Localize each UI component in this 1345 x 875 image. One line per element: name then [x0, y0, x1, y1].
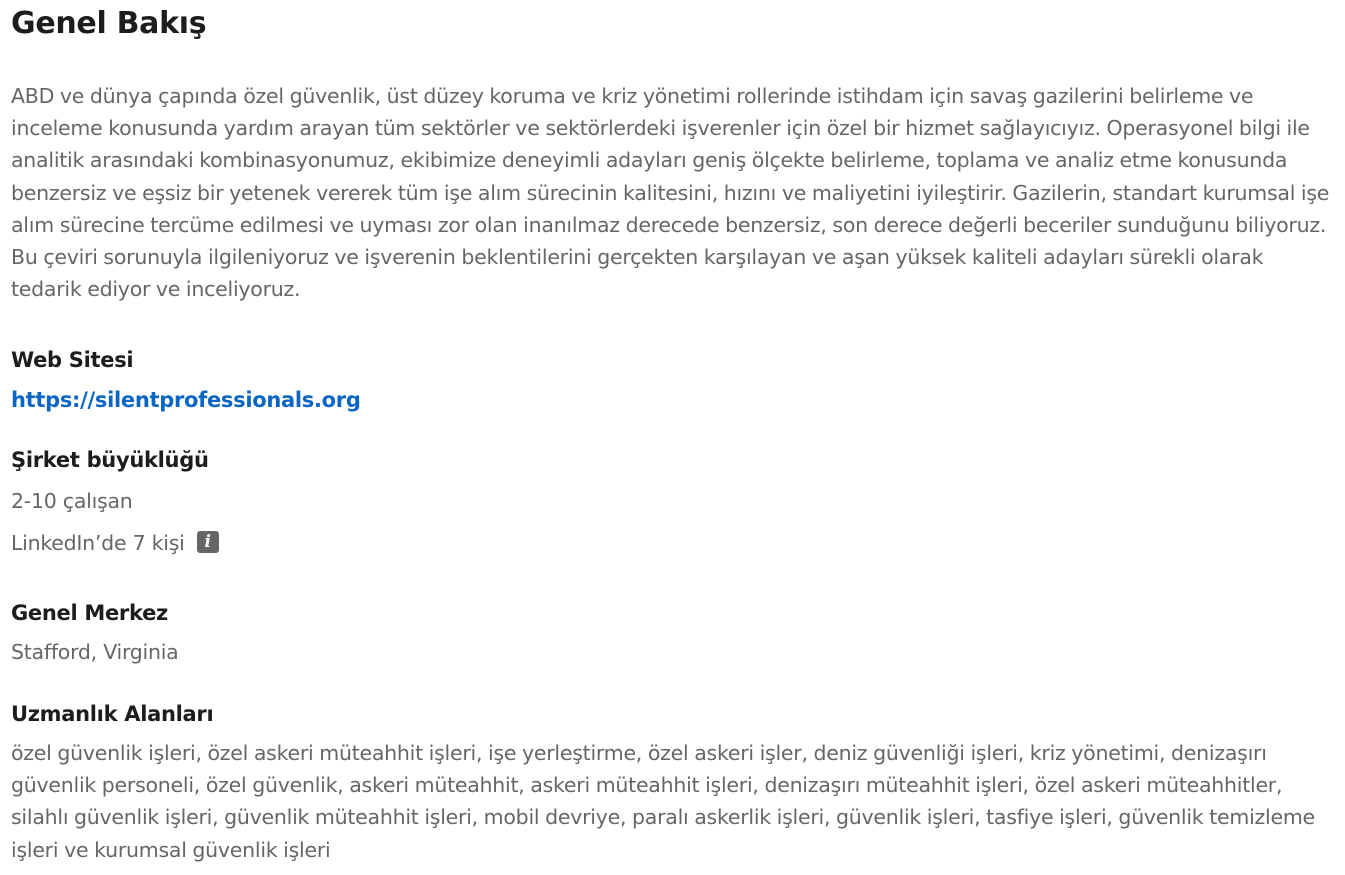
headquarters-label: Genel Merkez	[11, 601, 168, 625]
website-link[interactable]: https://silentprofessionals.org	[11, 388, 361, 412]
company-size-label: Şirket büyüklüğü	[11, 448, 209, 472]
headquarters-value: Stafford, Virginia	[11, 640, 179, 664]
specialties-text: özel güvenlik işleri, özel askeri müteahhit işleri, işe yerleştirme, özel askeri işler, deniz güvenliği işleri, kriz yönetimi, denizaşırı güvenlik personeli, özel güvenlik, askeri müteahhit, askeri müteahhit işleri, denizaşırı müteahhit işleri, özel askeri müteahhitler, silahlı güvenlik işleri, güvenlik müteahhit işleri, mobil devriye, paralı askerlik işleri, güvenlik işleri, tasfiye işleri, güvenlik temizleme işleri ve kurumsal güvenlik işleri	[11, 741, 1315, 862]
website-label: Web Sitesi	[11, 348, 134, 372]
linkedin-members-row	[11, 531, 219, 555]
company-size-value: 2-10 çalışan	[11, 489, 133, 513]
linkedin-members-link[interactable]: LinkedIn’de 7 kişi	[11, 531, 185, 555]
overview-description: ABD ve dünya çapında özel güvenlik, üst düzey koruma ve kriz yönetimi rollerinde istihdam için savaş gazilerini belirleme ve inceleme konusunda yardım arayan tüm sektörler ve sektörlerdeki işverenler için özel bir hizmet sağlayıcıyız. Operasyonel bilgi ile analitik arasındaki kombinasyonumuz, ekibimize deneyimli adayları geniş ölçekte belirleme, toplama ve analiz etme konusunda benzersiz ve eşsiz bir yetenek vererek tüm işe alım sürecinin kalitesini, hızını ve maliyetini iyileştirir. Gazilerin, standart kurumsal işe alım sürecine tercüme edilmesi ve uyması zor olan inanılmaz derecede benzersiz, son derece değerli beceriler sunduğunu biliyoruz. Bu çeviri sorunuyla ilgileniyoruz ve işverenin beklentilerini gerçekten karşılayan ve aşan yüksek kaliteli adayları sürekli olarak tedarik ediyor ve inceliyoruz.	[11, 84, 1330, 302]
info-icon[interactable]	[197, 531, 219, 553]
page-title: Genel Bakış	[11, 6, 207, 41]
specialties-label: Uzmanlık Alanları	[11, 702, 214, 726]
